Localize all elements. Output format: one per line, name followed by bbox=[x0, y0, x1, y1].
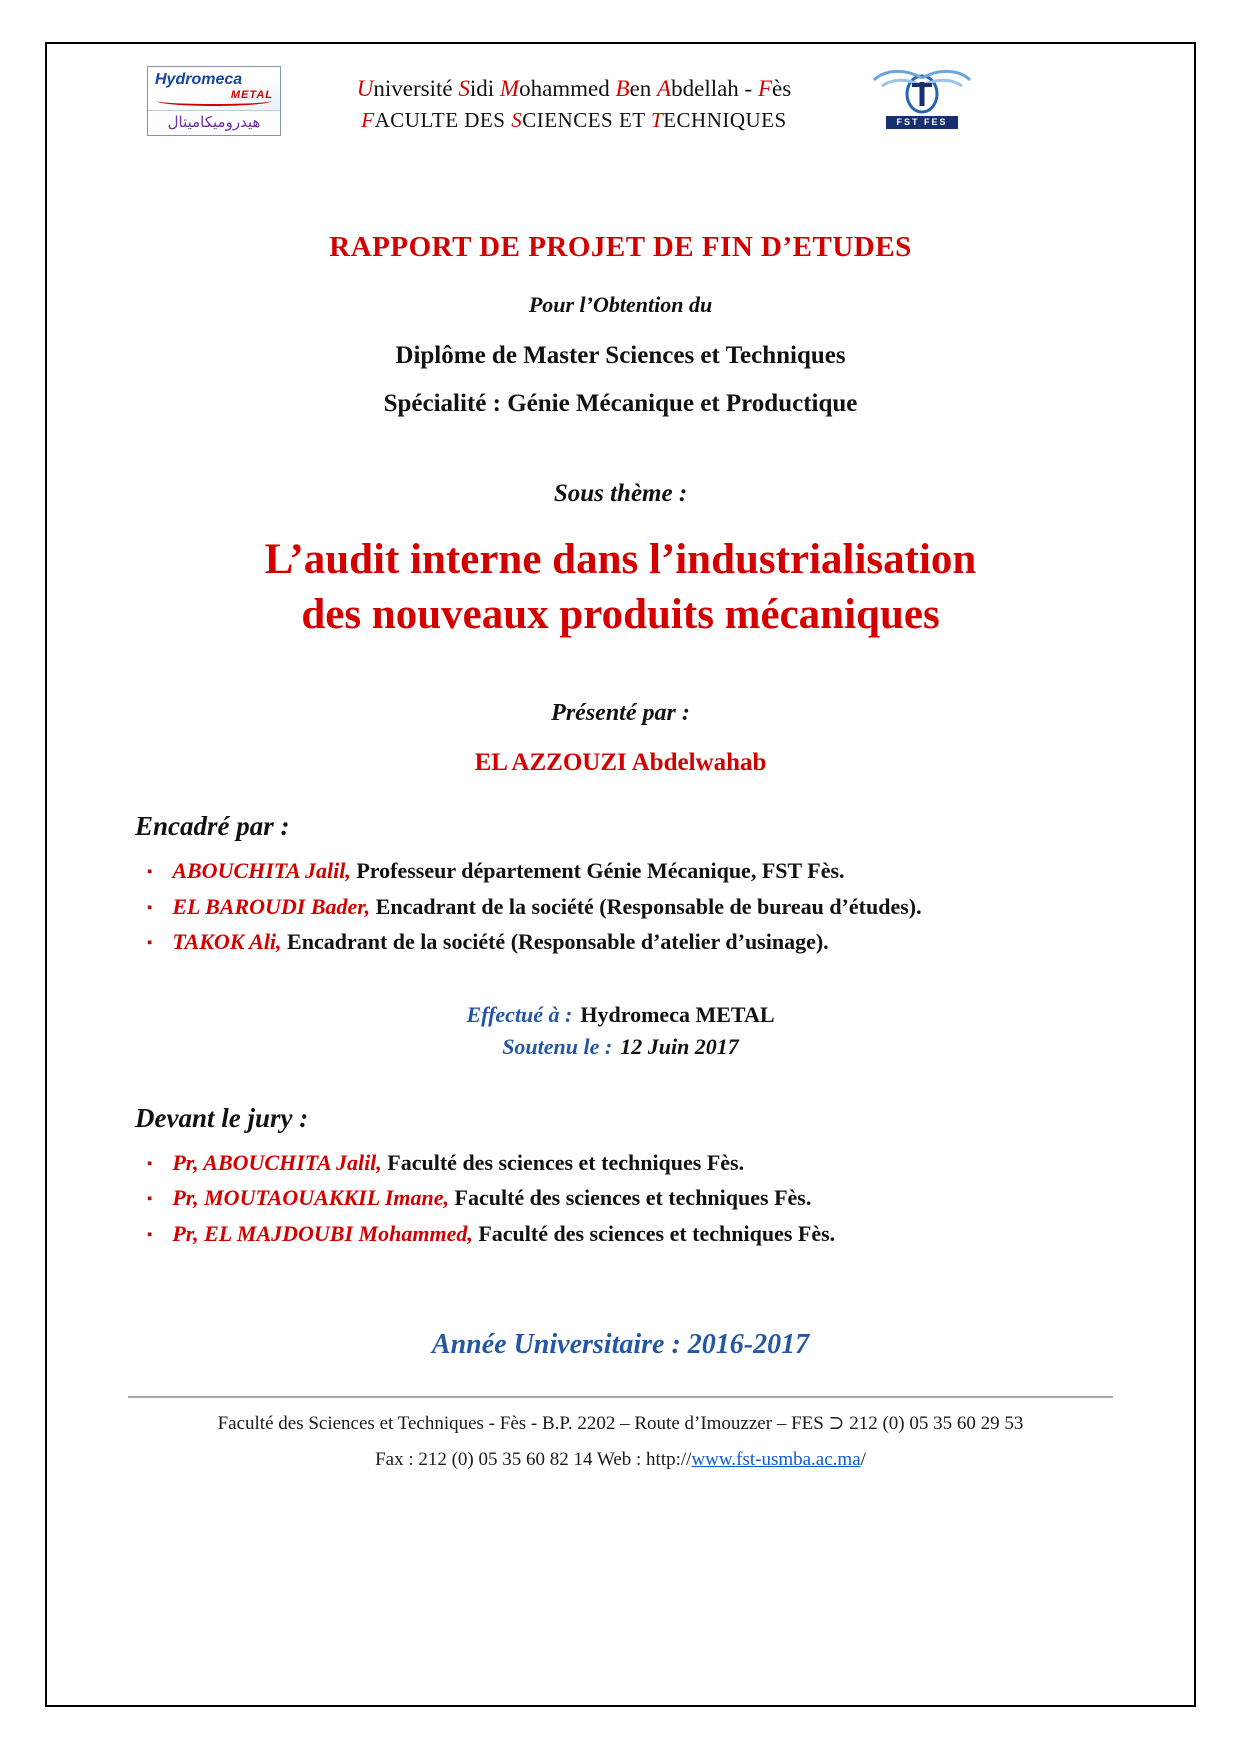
supervisors-label: Encadré par : bbox=[135, 810, 290, 841]
hydromeca-logo-top bbox=[148, 67, 280, 110]
obtention-subtitle: Pour l’Obtention du bbox=[528, 291, 713, 317]
supervisor-role: Encadrant de la société (Responsable de bureau d’études). bbox=[370, 893, 922, 919]
sous-theme-label: Sous thème : bbox=[553, 479, 688, 507]
effectue-line bbox=[47, 999, 1194, 1031]
footer-address: Faculté des Sciences et Techniques - Fès - B.P. 2202 – Route d’Imouzzer – FES ⊃ 212 (0) 05 35 60 29 53 bbox=[217, 1413, 1024, 1434]
square-bullet-icon bbox=[147, 900, 152, 916]
jury-member-name: Pr, ABOUCHITA Jalil, bbox=[172, 1149, 382, 1175]
hydromeca-logo-sub: METAL bbox=[230, 88, 273, 101]
list-item bbox=[147, 856, 1194, 886]
square-bullet-icon bbox=[147, 935, 152, 951]
fst-logo bbox=[867, 66, 977, 129]
footer bbox=[47, 1396, 1194, 1471]
hydromeca-logo-name: Hydromeca bbox=[155, 71, 243, 88]
hydromeca-logo-arabic: هيدروميكاميتال bbox=[167, 112, 261, 131]
square-bullet-icon bbox=[147, 1191, 152, 1207]
supervisor-name: ABOUCHITA Jalil, bbox=[172, 857, 351, 883]
footer-contacts bbox=[47, 1449, 1194, 1471]
list-item bbox=[147, 1148, 1194, 1178]
list-item bbox=[147, 1183, 1194, 1213]
supervisors-list bbox=[147, 856, 1194, 957]
jury-member-name: Pr, EL MAJDOUBI Mohammed, bbox=[172, 1221, 473, 1247]
soutenu-line bbox=[47, 1031, 1194, 1063]
thesis-title bbox=[47, 532, 1194, 642]
logo-swoosh-icon bbox=[157, 101, 271, 106]
supervisor-role: Professeur département Génie Mécanique, FST Fès. bbox=[350, 857, 845, 883]
footer-fax-web: Fax : 212 (0) 05 35 60 82 14 Web : http:// bbox=[375, 1449, 692, 1470]
candidate-name: EL AZZOUZI Abdelwahab bbox=[474, 748, 767, 776]
jury-member-name: Pr, MOUTAOUAKKIL Imane, bbox=[172, 1185, 450, 1211]
presented-by-label: Présenté par : bbox=[551, 699, 690, 726]
square-bullet-icon bbox=[147, 864, 152, 880]
diploma-line: Diplôme de Master Sciences et Techniques bbox=[395, 341, 846, 369]
list-item bbox=[147, 927, 1194, 957]
jury-member-affiliation: Faculté des sciences et techniques Fès. bbox=[381, 1149, 745, 1175]
soutenu-value: 12 Juin 2017 bbox=[620, 1033, 739, 1059]
page-border-frame bbox=[45, 42, 1196, 1707]
thesis-title-line2: des nouveaux produits mécaniques bbox=[301, 590, 940, 638]
header bbox=[147, 66, 1194, 136]
effectue-label: Effectué à : bbox=[466, 1001, 573, 1027]
footer-slash: / bbox=[860, 1449, 866, 1470]
hydromeca-logo-bottom bbox=[148, 110, 280, 135]
jury-member-affiliation: Faculté des sciences et techniques Fès. bbox=[449, 1185, 812, 1211]
square-bullet-icon bbox=[147, 1156, 152, 1172]
thesis-title-line1: L’audit interne dans l’industrialisation bbox=[264, 535, 977, 583]
fst-logo-icon bbox=[870, 66, 974, 120]
specialty-line: Spécialité : Génie Mécanique et Productique bbox=[383, 389, 858, 417]
list-item bbox=[147, 892, 1194, 922]
soutenu-label: Soutenu le : bbox=[502, 1033, 613, 1059]
website-link[interactable]: www.fst-usmba.ac.ma bbox=[691, 1449, 861, 1470]
jury-list bbox=[147, 1148, 1194, 1249]
fst-logo-caption: FST FES bbox=[886, 116, 958, 129]
academic-year: Année Universitaire : 2016-2017 bbox=[431, 1328, 810, 1360]
university-name: Université Sidi Mohammed Ben Abdellah - Fès bbox=[356, 76, 792, 101]
supervisor-name: EL BAROUDI Bader, bbox=[172, 893, 371, 919]
hydromeca-logo bbox=[147, 66, 281, 136]
jury-member-affiliation: Faculté des sciences et techniques Fès. bbox=[472, 1221, 836, 1247]
footer-divider bbox=[128, 1396, 1113, 1398]
venue-block bbox=[47, 999, 1194, 1063]
supervisor-name: TAKOK Ali, bbox=[172, 929, 282, 955]
institution-heading bbox=[339, 66, 809, 133]
report-title: RAPPORT DE PROJET DE FIN D’ETUDES bbox=[329, 230, 912, 263]
faculty-name: FACULTE DES SCIENCES ET TECHNIQUES bbox=[361, 108, 787, 132]
supervisor-role: Encadrant de la société (Responsable d’atelier d’usinage). bbox=[281, 929, 829, 955]
effectue-value: Hydromeca METAL bbox=[580, 1001, 775, 1027]
list-item bbox=[147, 1219, 1194, 1249]
jury-label: Devant le jury : bbox=[135, 1102, 309, 1133]
square-bullet-icon bbox=[147, 1227, 152, 1243]
